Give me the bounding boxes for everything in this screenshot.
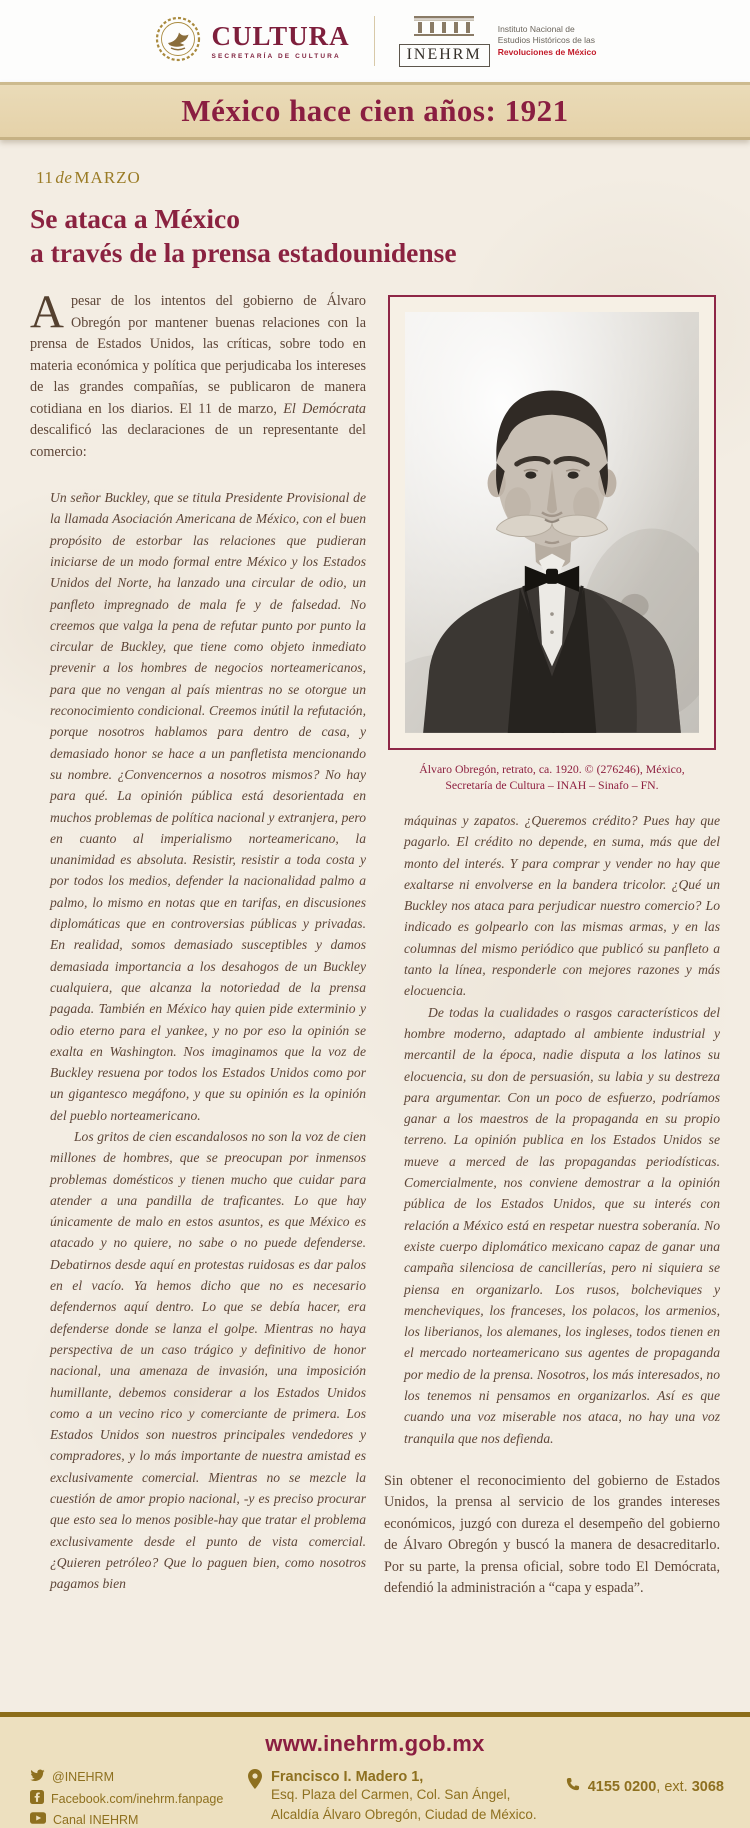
location-pin-icon [248,1769,262,1824]
photo-caption: Álvaro Obregón, retrato, ca. 1920. © (276246), México, Secretaría de Cultura – INAH – Sinafo – FN. [419,761,685,793]
page-title: México hace cien años: 1921 [181,93,569,128]
article-title: Se ataca a México a través de la prensa estadounidense [30,203,457,268]
facebook-link[interactable]: Facebook.com/inehrm.fanpage [30,1790,248,1807]
phone-icon [565,1777,580,1796]
logo-divider [374,16,375,66]
quote-paragraph: Un señor Buckley, que se titula Presidente Provisional de la llamada Asociación Americana de México, con el buen propósito de estorbar las relaciones que pudieran iniciarse de un modo formal entre México y los Estados Unidos del Norte, ha lanzado una circular de odio, un panfleto impregnado de mala fe y de falsedad. No creemos que valga la pena de refutar punto por punto la circular de Buckley, que tiene como objeto inmediato prevenir a los hombres de negocios norteamericanos, para que no vengan al país mientras no se otorgue un reconocimiento condicional. Creemos inútil la refutación, porque nosotros hablamos para dentro de casa, y demasiado honor se hace a un panfletista mencionando su nombre. ¿Convencernos a nosotros mismos? No hay para qué. La opinión pública está desorientada en muchos problemas de política nacional y extranjera, pero en cuanto al imperialismo norteamericano, la unanimidad es absoluta. Resistir, resistir a toda costa y por todos los medios, defender la nacionalidad palmo a palmo, lo mismo en notas que en tarifas, en discusiones diplomáticas que en controversias públicas y privadas. En realidad, somos demasiado susceptibles y damos demasiada importancia a los desahogos de un Buckley cualquiera, que alcanza la notoriedad de la prensa pagada. También en México hay quien pide exterminio y odio eterno para el yankee, y no por eso la opinión se exalta en Washington. Nos imaginamos que la voz de Buckley resuena por todos los Estados Unidos como por un gigantesco megáfono, y que su opinión es la opinión del pueblo norteamericano. [50,490,366,1123]
quote-paragraph: Los gritos de cien escandalosos no son la voz de cien millones de hombres, que se preocupan por inmensos problemas domésticos y tienen mucho que cuidar para atender a una pandilla de traficantes. Lo que hay únicamente de malo en estos asuntos, es que México es atacado y no quiere, no sabe o no puede defenderse. Debatirnos desde aquí en protestas ruidosas es dar palos en el vacío. Ya hemos dicho que no es necesario defendernos aquí dentro. Lo que se debía hacer, era defenderse donde se lanza el golpe. Mientras no haya perspectiva de un caso trágico y definitivo de honor nacional, una amenaza de invasión, una imposición humillante, debemos considerar a los Estados Unidos como a un vecino rico y comerciante de primera. Los Estados Unidos son nuestros principales vendedores y compradores, y lo más importante de nuestra amistad es exclusivamente comercial. Mientras no se mezcle la cuestión de amor propio nacional, -y es preciso procurar que esto sea lo menos posible-hay que tratar el problema exclusivamente desde el punto de vista comercial. ¿Quieren petróleo? Que lo paguen bien, como nosotros pagamos bien [50,1129,366,1592]
footer [0,1712,750,1828]
left-column [30,286,366,1600]
cultura-logo [154,15,350,68]
youtube-link[interactable]: Canal INEHRM [30,1812,248,1827]
portrait-photo [388,295,716,750]
header-logos [0,0,750,82]
inehrm-logo [399,15,597,67]
phone-contact[interactable]: 4155 0200, ext. 3068 [565,1769,724,1796]
article [0,140,750,1712]
facebook-icon [30,1790,44,1807]
right-column [384,291,720,1600]
inehrm-name: Instituto Nacional de Estudios Históricos de las Revoluciones de México [497,24,597,57]
youtube-icon [30,1812,46,1827]
dropcap: A [30,286,64,339]
quote-block-right [404,810,720,1449]
article-columns [30,286,720,1600]
intro-paragraph: Apesar de los intentos del gobierno de Álvaro Obregón por mantener buenas relaciones con la prensa de Estados Unidos, las críticas, sobre todo en materia económica y política que perjudicaba los intereses de las grandes compañías, se publicaron de manera cotidiana en los diarios. El 11 de marzo, El Demócrata descalificó las declaraciones de un representante del comercio: [30,286,366,460]
cultura-eagle-seal-icon [154,15,202,68]
website-link[interactable]: www.inehrm.gob.mx [265,1731,485,1756]
quote-paragraph: máquinas y zapatos. ¿Queremos crédito? Pues hay que pagarlo. El crédito no depende, en suma, más que del monto del interés. Y para comprar y vender no hay que exaltarse ni envolverse en la bandera tricolor. ¿Qué un Buckley nos ataca para perjudicar nuestro comercio? Lo indicado es golpearlo con las mismas armas, y en las columnas del mismo periódico que publicó su panfleto a tanto la línea, responderle con mejores razones y más elocuencia. [404,812,720,999]
cultura-subtitle: SECRETARÍA DE CULTURA [211,52,341,60]
obregon-portrait-figure [388,295,716,794]
article-date: 11 de MARZO [36,168,141,187]
twitter-link[interactable]: @INEHRM [30,1769,248,1785]
page-title-banner [0,82,750,140]
address: Francisco I. Madero 1, Esq. Plaza del Carmen, Col. San Ángel, Alcaldía Álvaro Obregón, Ciudad de México. [248,1769,548,1824]
cultura-wordmark: CULTURA [211,20,350,51]
twitter-icon [30,1769,45,1785]
quote-block-left [50,487,366,1594]
inehrm-acronym: INEHRM [399,44,490,67]
inehrm-building-icon [411,15,477,42]
quote-paragraph: De todas la cualidades o rasgos característicos del hombre moderno, adaptado al ambiente industrial y mercantil de la época, nadie disputa a los latinos su elocuencia, su don de persuasión, su labia y su destreza para argumentar. Con un poco de esfuerzo, podríamos ganar a los maestros de la propaganda en su propio terreno. La opinión publica en los Estados Unidos se mueve a merced de las propagandas periodísticas. Comercialmente, nos conviene demostrar a la opinión pública de los Estados Unidos, que su interés con relación a México está en respetar nuestra soberanía. No existe cuerpo diplomático mexicano capaz de ganar una campaña silenciosa de cancillerías, pero ni siquiera se piensa en organizarlo. Los rusos, bolcheviques y mencheviques, los franceses, los polacos, los armenios, los liberianos, los alemanes, los ingleses, todos tienen en el mercado norteamericano sus agentes de propaganda por medio de la prensa. Nosotros, los más interesados, no los tenemos ni pensamos en organizarlos. Así es que cuando una voz miserable nos ataca, no hay una voz tranquila que nos defienda. [404,1004,720,1446]
closing-paragraph: Sin obtener el reconocimiento del gobierno de Estados Unidos, la prensa al servicio de los grandes intereses económicos, juzgó con dureza el desempeño del gobierno de Álvaro Obregón y buscó la manera de desacreditarlo. Por su parte, la prensa oficial, sobre todo El Demócrata, defendió la administración a “capa y espada”. [384,1472,720,1597]
social-links [30,1769,248,1828]
